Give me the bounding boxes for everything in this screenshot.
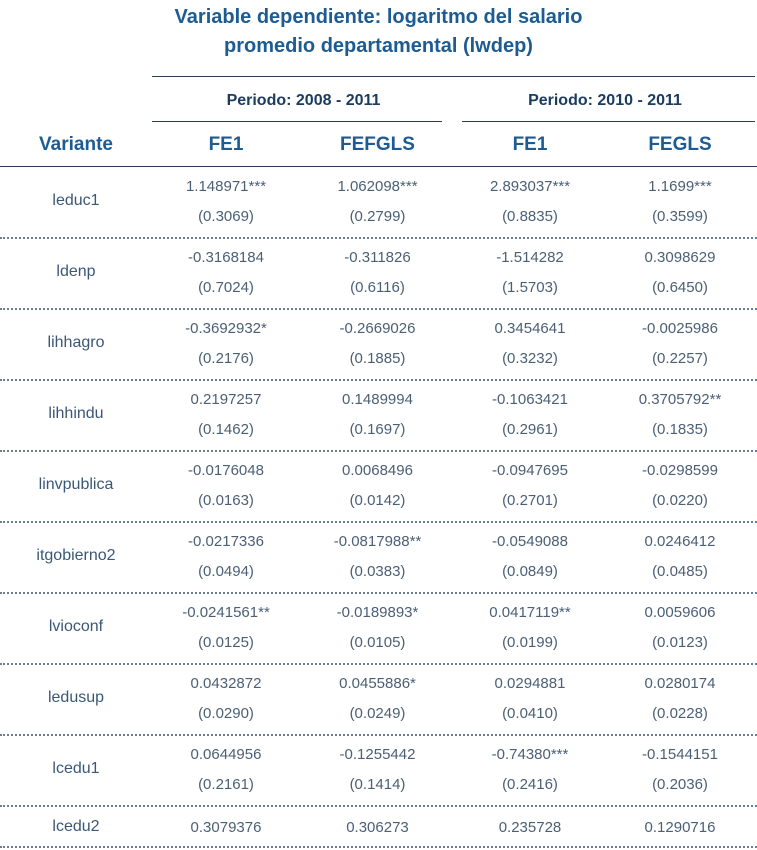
se-cell: (0.0105)	[349, 634, 406, 651]
coef-cell: 1.148971***	[185, 178, 267, 195]
se-cell: (0.0142)	[349, 492, 406, 509]
coef-cell: -0.74380***	[491, 746, 569, 763]
coef-cell: 0.0294881	[494, 675, 566, 692]
coef-cell: 0.1489994	[342, 391, 413, 408]
coef-cell: -0.0241561**	[182, 604, 270, 621]
coef-cell: 0.0280174	[644, 675, 716, 692]
column-header-fe1-a: FE1	[208, 134, 244, 155]
row-variable-name: lvioconf	[48, 618, 104, 635]
coef-cell: 0.0246412	[644, 533, 716, 550]
se-cell: (0.8835)	[502, 208, 558, 225]
coef-cell: 1.1699***	[648, 178, 712, 195]
coef-cell: -0.3168184	[188, 249, 264, 266]
table-row	[0, 665, 757, 733]
coef-cell: 0.0068496	[342, 462, 413, 479]
se-cell: (0.3232)	[502, 350, 558, 367]
coef-cell: -0.0176048	[188, 462, 264, 479]
top-rule	[152, 76, 755, 77]
se-cell: (0.2961)	[502, 421, 558, 438]
coef-cell: 0.0432872	[190, 675, 262, 692]
coef-cell: -0.0189893*	[336, 604, 419, 621]
se-cell: (0.2257)	[652, 350, 708, 367]
coef-cell: -0.2669026	[339, 320, 416, 337]
table-row	[0, 310, 757, 378]
se-cell: (0.0485)	[652, 563, 708, 580]
se-cell: (0.0123)	[652, 634, 708, 651]
se-cell: (0.2416)	[502, 776, 558, 793]
se-cell: (0.0125)	[198, 634, 254, 651]
coef-cell: -0.1544151	[642, 746, 718, 763]
row-variable-name: lcedu1	[52, 760, 100, 777]
period-2010-2011: Periodo: 2010 - 2011	[528, 92, 682, 109]
row-divider	[0, 846, 757, 848]
se-cell: (0.2701)	[502, 492, 558, 509]
coef-cell: 0.235728	[498, 819, 562, 836]
column-header-fefgls: FEFGLS	[340, 134, 415, 155]
coef-cell: 0.3454641	[494, 320, 566, 337]
se-cell: (0.1835)	[652, 421, 708, 438]
table-row	[0, 807, 757, 847]
row-variable-name: leduc1	[52, 192, 100, 209]
coef-cell: -0.311826	[344, 249, 411, 266]
coef-cell: -0.0947695	[492, 462, 568, 479]
coef-cell: -0.0549088	[492, 533, 568, 550]
coef-cell: 0.3705792**	[638, 391, 722, 408]
se-cell: (0.0410)	[502, 705, 558, 722]
row-variable-name: ldenp	[56, 263, 96, 280]
row-variable-name: lihhindu	[48, 405, 104, 422]
coef-cell: 0.2197257	[190, 391, 262, 408]
se-cell: (0.6450)	[652, 279, 708, 296]
coef-cell: 2.893037***	[489, 178, 571, 195]
row-variable-name: lcedu2	[52, 818, 100, 835]
se-cell: (0.0220)	[652, 492, 708, 509]
period-2008-2011: Periodo: 2008 - 2011	[226, 92, 381, 109]
period-rule-1	[152, 121, 442, 122]
coef-cell: -0.1255442	[339, 746, 416, 763]
se-cell: (0.3599)	[652, 208, 708, 225]
se-cell: (0.0163)	[198, 492, 254, 509]
se-cell: (0.1462)	[198, 421, 254, 438]
se-cell: (0.0849)	[502, 563, 558, 580]
table-row	[0, 736, 757, 804]
coef-cell: 0.0417119**	[489, 604, 571, 621]
se-cell: (0.0228)	[652, 705, 708, 722]
se-cell: (0.1885)	[349, 350, 406, 367]
coef-cell: 0.0455886*	[339, 675, 416, 692]
coef-cell: -0.1063421	[492, 391, 568, 408]
coef-cell: 0.306273	[346, 819, 409, 836]
header-rule	[0, 166, 757, 167]
se-cell: (0.2176)	[198, 350, 254, 367]
se-cell: (0.0494)	[198, 563, 254, 580]
coef-cell: -0.0298599	[642, 462, 718, 479]
coef-cell: -0.3692932*	[185, 320, 267, 337]
se-cell: (0.7024)	[198, 279, 254, 296]
se-cell: (0.0383)	[349, 563, 406, 580]
se-cell: (0.0290)	[198, 705, 254, 722]
coef-cell: -0.0817988**	[333, 533, 422, 550]
coef-cell: 0.1290716	[644, 819, 716, 836]
se-cell: (0.0199)	[502, 634, 558, 651]
row-variable-name: ledusup	[47, 689, 105, 706]
title-line-2: promedio departamental (lwdep)	[224, 35, 533, 57]
coef-cell: -0.0025986	[642, 320, 718, 337]
table-title	[0, 3, 757, 61]
row-variable-name: itgobierno2	[36, 547, 116, 564]
se-cell: (0.0249)	[349, 705, 406, 722]
se-cell: (0.3069)	[198, 208, 254, 225]
table-row	[0, 168, 757, 236]
table-row	[0, 381, 757, 449]
table-row	[0, 523, 757, 591]
se-cell: (0.1697)	[349, 421, 406, 438]
se-cell: (0.2799)	[349, 208, 406, 225]
row-variable-name: lihhagro	[47, 334, 105, 351]
coef-cell: 0.0059606	[644, 604, 716, 621]
coef-cell: 0.3079376	[190, 819, 262, 836]
coef-cell: -0.0217336	[188, 533, 264, 550]
coef-cell: -1.514282	[496, 249, 564, 266]
column-header-fe1-b: FE1	[512, 134, 548, 155]
se-cell: (0.6116)	[350, 279, 405, 296]
coef-cell: 0.0644956	[190, 746, 262, 763]
se-cell: (0.2036)	[652, 776, 708, 793]
table-row	[0, 239, 757, 307]
se-cell: (0.1414)	[349, 776, 406, 793]
se-cell: (1.5703)	[502, 279, 558, 296]
se-cell: (0.2161)	[198, 776, 254, 793]
table-row	[0, 594, 757, 662]
period-rule-2	[462, 121, 755, 122]
coef-cell: 1.062098***	[337, 178, 418, 195]
coef-cell: 0.3098629	[644, 249, 716, 266]
title-line-1: Variable dependiente: logaritmo del salario	[174, 6, 583, 28]
table-row	[0, 452, 757, 520]
column-header-variante: Variante	[39, 134, 113, 155]
column-header-fegls: FEGLS	[648, 134, 712, 155]
row-variable-name: linvpublica	[38, 476, 114, 493]
